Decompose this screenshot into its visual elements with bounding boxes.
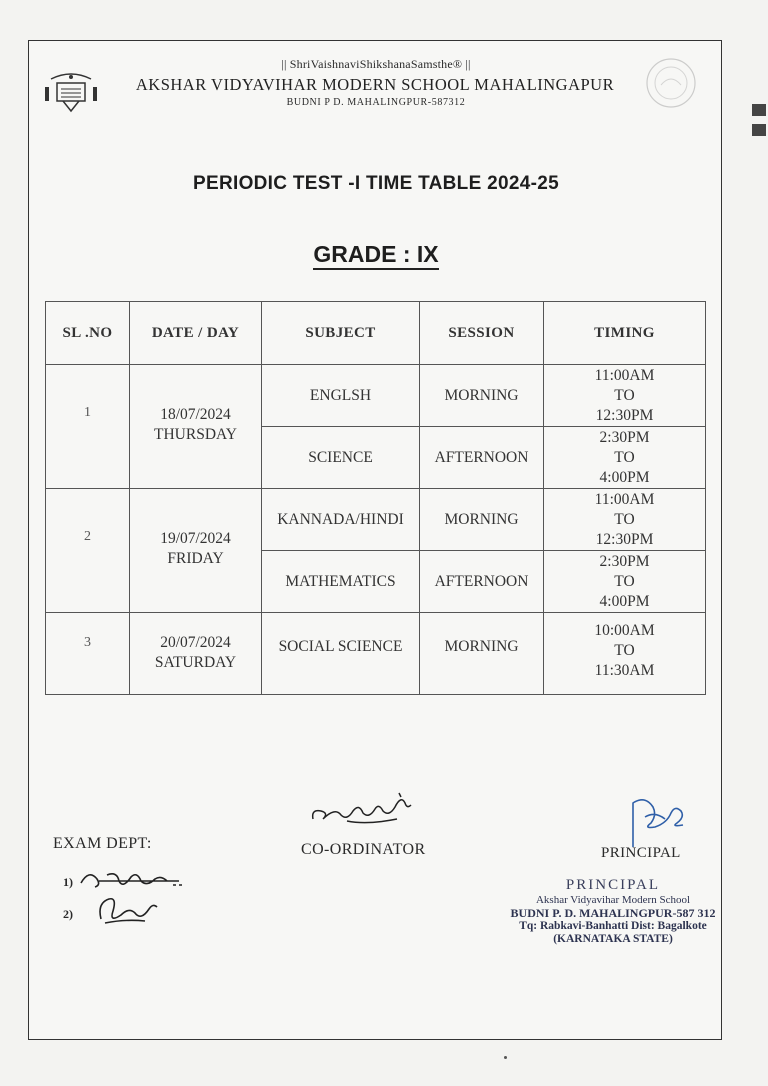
trust-name: || ShriVaishnaviShikshanaSamsthe® || [281, 57, 471, 71]
school-name: AKSHAR VIDYAVIHAR MODERN SCHOOL MAHALINGAPUR [135, 75, 615, 94]
exam-date: 20/07/2024 [160, 634, 231, 651]
date-day-cell [130, 489, 262, 613]
column-header-subject: SUBJECT [262, 302, 420, 365]
school-address: BUDNI P D. MAHALINGPUR-587312 [286, 97, 466, 108]
end-time: 11:30AM [594, 662, 655, 679]
start-time: 2:30PM [599, 552, 650, 570]
column-header-sl-no: SL .NO [46, 302, 130, 365]
subject-cell: SOCIAL SCIENCE [262, 613, 420, 695]
stamp-taluk-district: Tq: Rabkavi-Banhatti Dist: Bagalkote [519, 920, 707, 932]
session-cell: MORNING [420, 613, 544, 695]
start-time: 11:00AM [594, 366, 655, 384]
time-table [45, 301, 706, 695]
table-row [46, 613, 706, 695]
stamp-title: PRINCIPAL [565, 877, 661, 893]
table-header-row [46, 302, 706, 365]
end-time: 12:30PM [595, 530, 654, 548]
time-separator: TO [614, 642, 635, 659]
exam-day: SATURDAY [154, 654, 237, 671]
exam-dept-label: EXAM DEPT: [53, 835, 152, 852]
principal-signature [625, 797, 693, 849]
timing-cell [544, 613, 706, 695]
column-header-timing: TIMING [544, 302, 706, 365]
grade-label: GRADE : IX [313, 241, 438, 270]
table-row [46, 489, 706, 551]
signature-number-1: 1) [63, 875, 73, 889]
exam-dept-signature-1 [77, 867, 189, 893]
school-logo-icon [43, 67, 99, 117]
exam-date: 19/07/2024 [160, 530, 231, 547]
grade-heading [29, 241, 723, 268]
page-edge-mark [752, 104, 766, 116]
page-speck [504, 1056, 507, 1059]
signature-number-2: 2) [63, 907, 73, 921]
start-time: 11:00AM [594, 490, 655, 508]
sl-no-cell: 1 [46, 365, 130, 489]
end-time: 4:00PM [599, 592, 650, 610]
start-time: 10:00AM [594, 622, 655, 639]
stamp-state: (KARNATAKA STATE) [553, 933, 673, 945]
sl-no-cell: 3 [46, 613, 130, 695]
document-page [28, 40, 722, 1040]
subject-cell: ENGLSH [262, 365, 420, 427]
sl-no-cell: 2 [46, 489, 130, 613]
stamp-school-name: Akshar Vidyavihar Modern School [535, 894, 691, 906]
timing-cell [544, 489, 706, 551]
time-separator: TO [614, 448, 635, 466]
subject-cell: KANNADA/HINDI [262, 489, 420, 551]
timing-cell [544, 427, 706, 489]
session-cell: MORNING [420, 365, 544, 427]
subject-cell: SCIENCE [262, 427, 420, 489]
timing-cell [544, 551, 706, 613]
time-separator: TO [614, 510, 635, 528]
end-time: 4:00PM [599, 468, 650, 486]
timing-cell [544, 365, 706, 427]
page-edge-mark [752, 124, 766, 136]
table-row [46, 365, 706, 427]
exam-day: FRIDAY [167, 550, 224, 567]
principal-office-stamp [507, 877, 719, 946]
date-day-cell [130, 365, 262, 489]
exam-dept-signature-2 [95, 893, 161, 927]
date-day-cell [130, 613, 262, 695]
coordinator-signature [307, 785, 417, 829]
document-title: PERIODIC TEST -I TIME TABLE 2024-25 [193, 173, 559, 194]
column-header-session: SESSION [420, 302, 544, 365]
column-header-date-day: DATE / DAY [130, 302, 262, 365]
session-cell: MORNING [420, 489, 544, 551]
exam-day: THURSDAY [154, 426, 237, 443]
principal-label: PRINCIPAL [601, 845, 681, 861]
exam-date: 18/07/2024 [160, 406, 231, 423]
time-separator: TO [614, 572, 635, 590]
end-time: 12:30PM [595, 406, 654, 424]
session-cell: AFTERNOON [420, 427, 544, 489]
coordinator-label: CO-ORDINATOR [301, 841, 426, 858]
time-separator: TO [614, 386, 635, 404]
session-cell: AFTERNOON [420, 551, 544, 613]
start-time: 2:30PM [599, 428, 650, 446]
subject-cell: MATHEMATICS [262, 551, 420, 613]
stamp-address: BUDNI P. D. MAHALINGPUR-587 312 [510, 906, 716, 920]
